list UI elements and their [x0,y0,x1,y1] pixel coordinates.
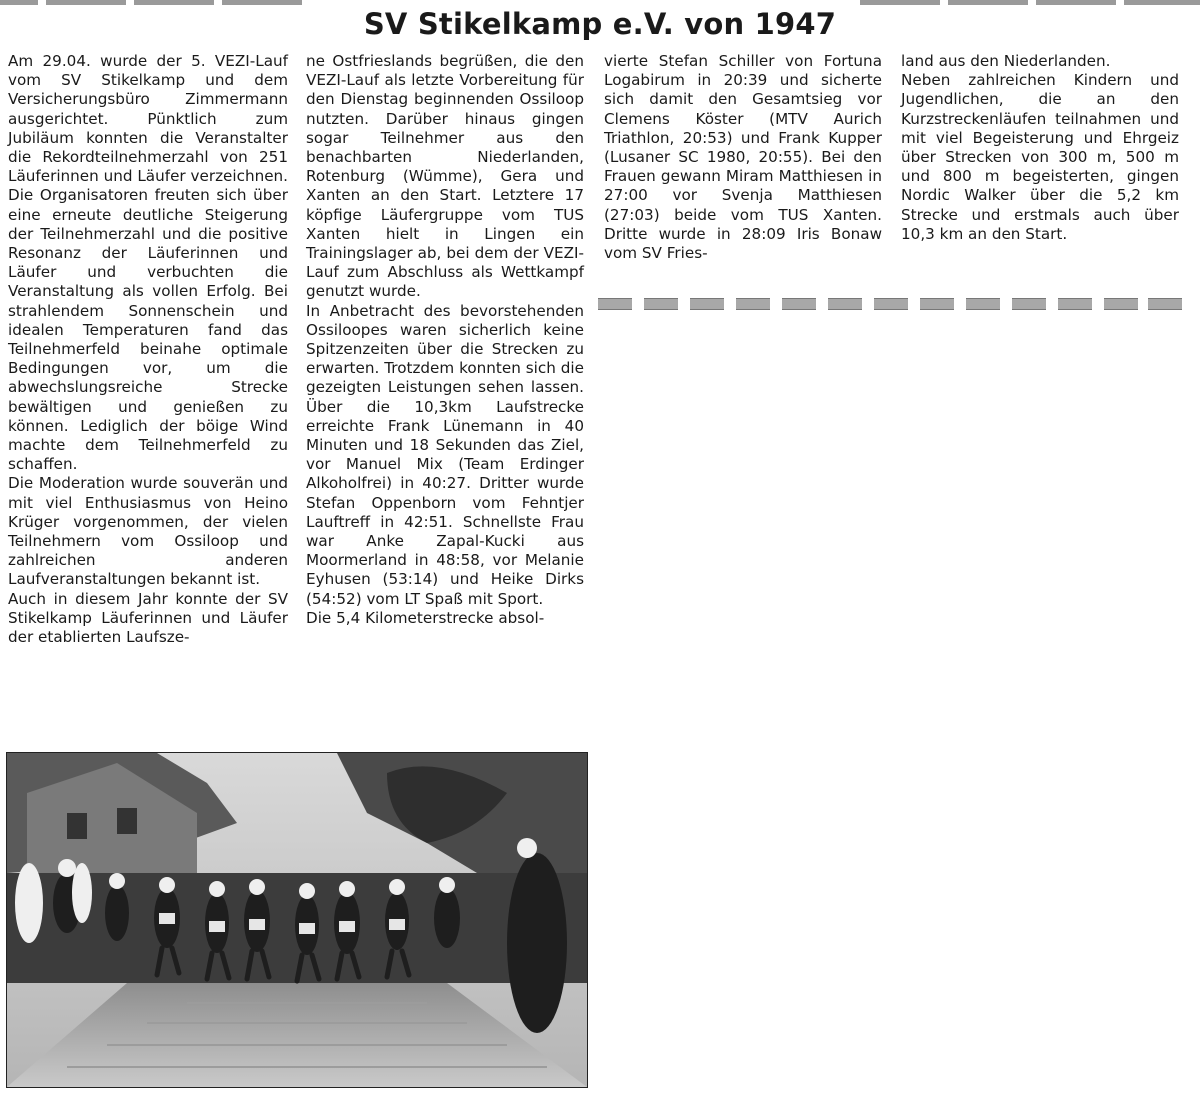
separator-segment [874,298,908,310]
paragraph: Auch in diesem Jahr konnte der SV Stikelkamp Läuferinnen und Läufer der etablierten Laufsze- [8,589,288,647]
top-rule-dash [46,0,126,5]
article-column-2 [306,52,584,628]
photo-window [117,808,137,834]
separator-segment [1104,298,1138,310]
paragraph: Die Moderation wurde souverän und mit viel Enthusiasmus von Heino Krüger vorgenommen, der vielen Teilnehmern vom Ossiloop und zahlreichen anderen Laufveranstaltungen bekannt ist. [8,474,288,589]
separator-segment [1058,298,1092,310]
article-column-3 [604,52,882,263]
separator-segment [598,298,632,310]
photo-illustration [7,753,587,1087]
top-rule-dash [860,0,940,5]
paragraph: ne Ostfrieslands begrüßen, die den VEZI-Lauf als letzte Vorbereitung für den Dienstag beginnenden Ossiloop nutzten. Darüber hinaus gingen sogar Teilnehmer aus den benachbarten Niederlanden, Rotenburg (Wümme), Gera und Xanten an den Start. Letztere 17 köpfige Läufergruppe vom TUS Xanten hielt in Lingen ein Trainingslager ab, bei dem der VEZI-Lauf zum Abschluss als Wettkampf genutzt wurde. [306,52,584,301]
separator-segment [1148,298,1182,310]
top-rule-dash [222,0,302,5]
separator-segment [644,298,678,310]
separator-segment [828,298,862,310]
paragraph: land aus den Niederlanden. [901,52,1111,70]
paragraph: Am 29.04. wurde der 5. VEZI-Lauf vom SV Stikelkamp und dem Versicherungsbüro Zimmermann ausgerichtet. Pünktlich zum Jubiläum konnten die Veranstalter die Rekordteilnehmerzahl von 251 Läuferinnen und Läufer verzeichnen. Die Organisatoren freuten sich über eine erneute deutliche Steigerung der Teilnehmerzahl und die positive Resonanz der Läuferinnen und Läufer und verbuchten die Veranstaltung als vollen Erfolg. Bei strahlendem Sonnenschein und idealen Temperaturen fand das Teilnehmerfeld beinahe optimale Bedingungen vor, um die abwechslungsreiche Strecke bewältigen und genießen zu können. Lediglich der böige Wind machte dem Teilnehmerfeld zu schaffen. [8,52,288,474]
top-rule-dash [0,0,38,5]
separator-segment [966,298,1000,310]
top-rule-dash [1124,0,1200,5]
separator-segment [690,298,724,310]
section-separator [598,298,1182,310]
top-rule-dash [948,0,1028,5]
page-title: SV Stikelkamp e.V. von 1947 [363,7,837,41]
top-rule-dash [1036,0,1116,5]
paragraph: Neben zahlreichen Kindern und Jugendlichen, die an den Kurzstreckenläufen teilnahmen und mit viel Begeisterung und Ehrgeiz über Strecken von 300 m, 500 m und 800 m begeisterten, gingen Nordic Walker über die 5,2 km Strecke und erstmals auch über 10,3 km an den Start. [901,71,1179,243]
top-rule-dash [134,0,214,5]
paragraph: Die 5,4 Kilometerstrecke absol- [306,608,545,627]
paragraph: vierte Stefan Schiller von Fortuna Logabirum in 20:39 und sicherte sich damit den Gesamtsieg vor Clemens Köster (MTV Aurich Triathlon, 20:53) und Frank Kupper (Lusaner SC 1980, 20:55). Bei den Frauen gewann Miram Matthiesen in 27:00 vor Svenja Matthiesen (27:03) beide vom TUS Xanten. Dritte wurde in 28:09 Iris Bonaw vom SV Fries- [604,52,882,263]
article-column-4 [901,52,1179,244]
article-column-1 [8,52,288,647]
separator-segment [1012,298,1046,310]
photo-window [67,813,87,839]
separator-segment [736,298,770,310]
separator-segment [782,298,816,310]
paragraph: In Anbetracht des bevorstehenden Ossiloopes waren sicherlich keine Spitzenzeiten über die Strecken zu erwarten. Trotzdem konnten sich die gezeigten Leistungen sehen lassen. Über die 10,3km Laufstrecke erreichte Frank Lünemann in 40 Minuten und 18 Sekunden das Ziel, vor Manuel Mix (Team Erdinger Alkoholfrei) in 40:27. Dritter wurde Stefan Oppenborn vom Fehntjer Lauftreff in 42:51. Schnellste Frau war Anke Zapal-Kucki aus Moormerland in 48:58, vor Melanie Eyhusen (53:14) und Heike Dirks (54:52) vom LT Spaß mit Sport. [306,301,584,608]
race-start-photo [6,752,588,1088]
separator-segment [920,298,954,310]
